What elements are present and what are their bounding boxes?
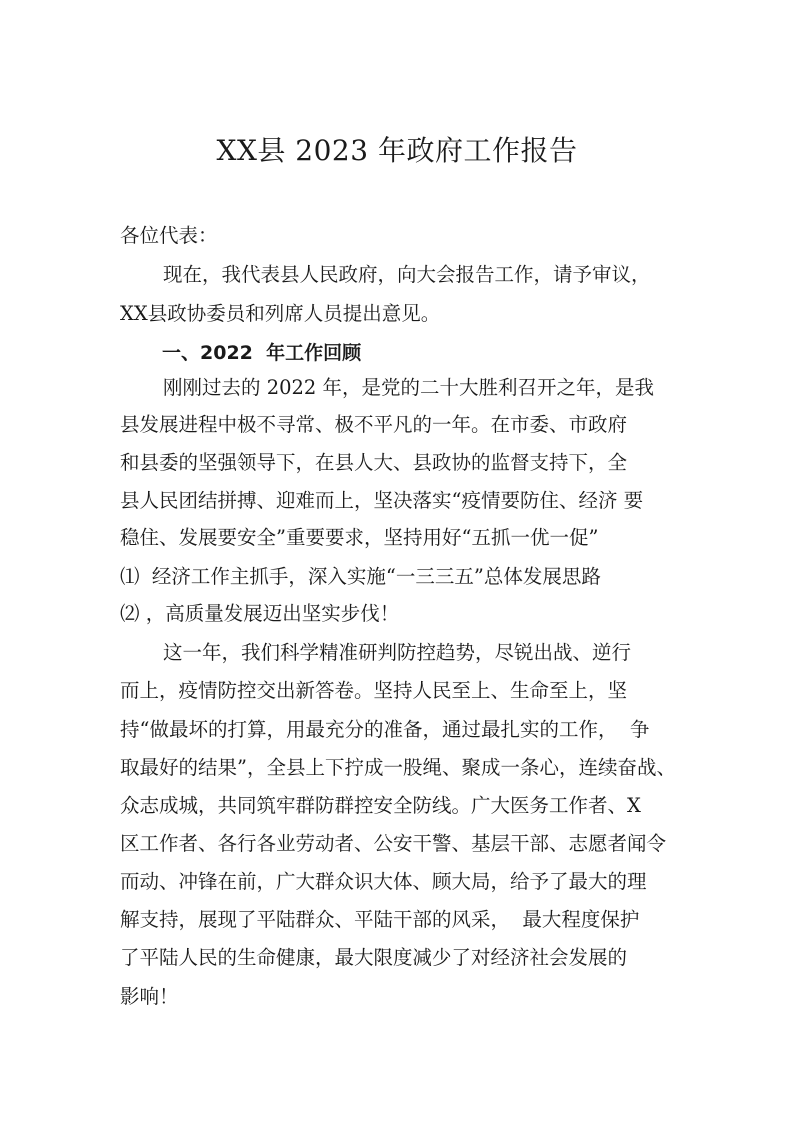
- paragraph2-line-10: 影响！: [120, 985, 179, 1008]
- paragraph1-line-7: ⑵ ，高质量发展迈出坚实步伐！: [120, 602, 400, 625]
- intro-line-2: XX县政协委员和列席人员提出意见。: [120, 302, 441, 325]
- paragraph2-line-6: 区工作者、各行各业劳动者、公安干警、基层干部、志愿者闻令: [120, 832, 667, 855]
- paragraph2-line-9: 了平陆人民的生命健康，最大限度减少了对经济社会发展的: [120, 946, 628, 969]
- paragraph1-line-2: 县发展进程中极不寻常、极不平凡的一年。在市委、市政府: [120, 413, 628, 436]
- paragraph1-line-5: 稳住、发展要安全”重要要求，坚持用好“五抓一优一促”: [120, 526, 599, 549]
- paragraph1-line-4: 县人民团结拼搏、迎难而上，坚决落实“疫情要防住、经济 要: [120, 489, 644, 512]
- section-heading: 一、2022 年工作回顾: [162, 342, 362, 364]
- paragraph1-line-3: 和县委的坚强领导下，在县人大、县政协的监督支持下，全: [120, 451, 628, 474]
- intro-line-1: 现在，我代表县人民政府，向大会报告工作，请予审议，: [163, 263, 651, 286]
- paragraph2-line-1: 这一年，我们科学精准研判防控趋势，尽锐出战、逆行: [163, 641, 632, 664]
- paragraph2-line-2: 而上，疫情防控交出新答卷。坚持人民至上、生命至上，坚: [120, 679, 628, 702]
- paragraph2-line-4: 取最好的结果”，全县上下拧成一股绳、聚成一条心，连续奋战、: [120, 756, 676, 779]
- paragraph1-line-1: 刚刚过去的 2022 年，是党的二十大胜利召开之年，是我: [163, 376, 655, 399]
- paragraph2-line-5: 众志成城，共同筑牢群防群控安全防线。广大医务工作者、X: [120, 794, 641, 817]
- document-title: XX县 2023 年政府工作报告: [216, 134, 578, 167]
- paragraph2-line-7: 而动、冲锋在前，广大群众识大体、顾大局，给予了最大的理: [120, 870, 647, 893]
- paragraph2-line-3: 持“做最坏的打算，用最充分的准备，通过最扎实的工作， 争: [120, 718, 650, 741]
- salutation: 各位代表：: [120, 224, 218, 247]
- paragraph1-line-6: ⑴ 经济工作主抓手，深入实施“一三三五”总体发展思路: [120, 565, 601, 588]
- paragraph2-line-8: 解支持，展现了平陆群众、平陆干部的风采， 最大程度保护: [120, 908, 640, 931]
